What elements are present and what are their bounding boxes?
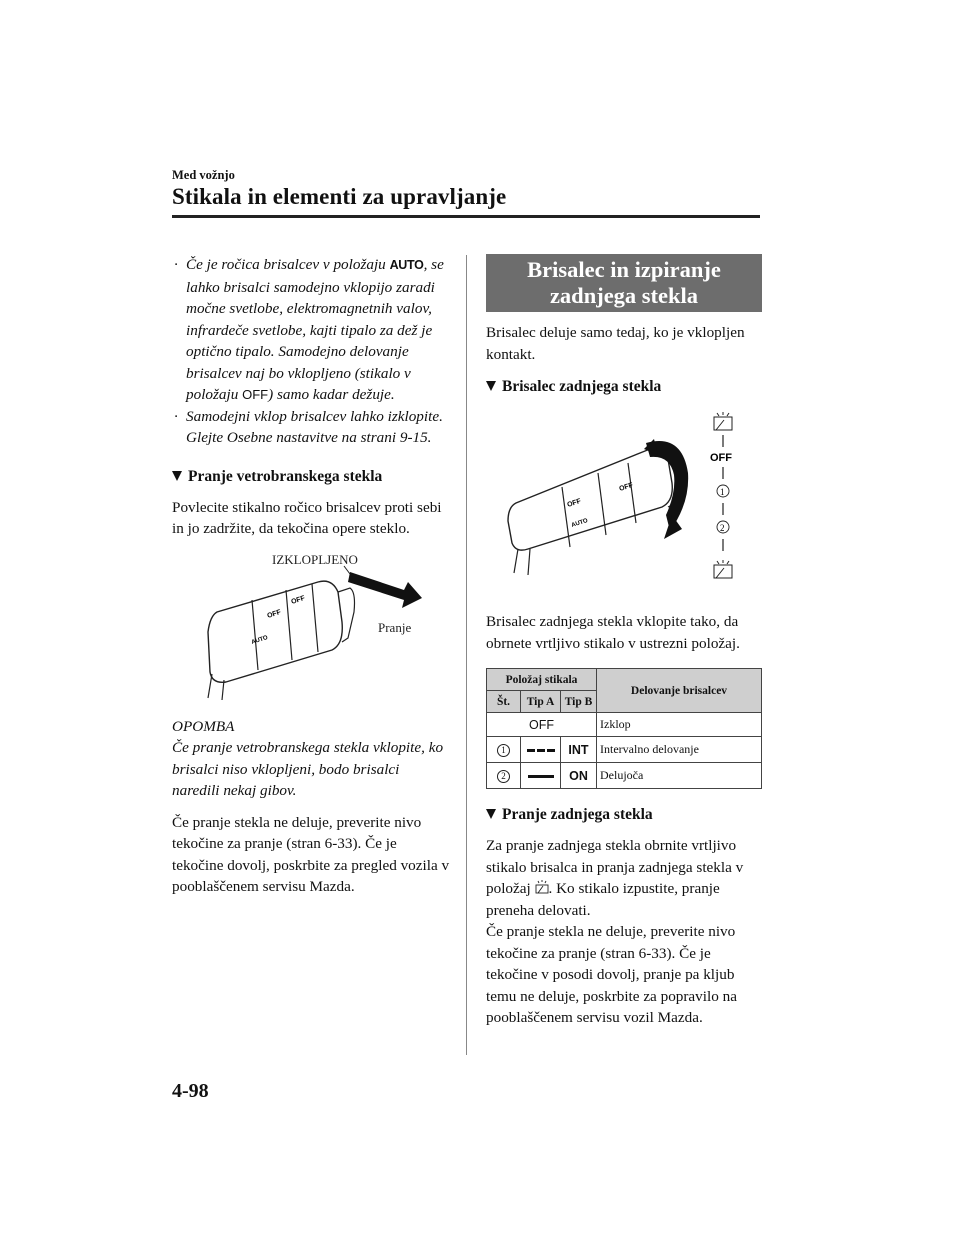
th-type-b: Tip B	[561, 691, 597, 713]
table-row	[487, 737, 762, 763]
note-text: Če pranje vetrobranskega stekla vklopite, ko brisalci niso vklopljeni, bodo brisalci naredili nekaj gibov.	[172, 739, 444, 799]
page-number: 4-98	[172, 1080, 209, 1102]
lever-off-marking-2: OFF	[618, 481, 634, 493]
lever-off-marking: OFF	[566, 497, 582, 509]
cell-number	[487, 737, 521, 763]
triangle-icon	[486, 381, 496, 391]
header-section-label: Med vožnjo	[172, 168, 235, 182]
lever-auto-marking: AUTO	[250, 634, 269, 646]
label-leader	[344, 566, 350, 574]
number-circle: 2	[497, 770, 510, 783]
para-ignition: Brisalec deluje samo tedaj, ko je vklopljen kontakt.	[486, 324, 745, 363]
triangle-icon	[486, 809, 496, 819]
cell-type-a	[521, 737, 561, 763]
note-title: OPOMBA	[172, 717, 235, 735]
page-title: Stikala in elementi za upravljanje	[172, 184, 507, 209]
header-rule	[172, 215, 760, 218]
position-off: OFF	[710, 452, 732, 464]
bullet2-a: Samodejni vklop brisalcev lahko izklopite.	[186, 407, 443, 425]
cell-type-a	[521, 763, 561, 789]
para-wash-check: Če pranje stekla ne deluje, preverite nivo tekočine za pranje (stran 6-33). Če je tekočine dovolj, poskrbite za pregled vozila v pooblaščenem servisu Mazda.	[172, 813, 450, 895]
table-row	[487, 713, 762, 737]
cell-number	[487, 763, 521, 789]
washer-symbol-icon	[716, 412, 729, 430]
para-rear-wash-a: Za pranje zadnjega stekla obrnite vrtljivo stikalo brisalca in pranja zadnjega stekla v položaj	[486, 837, 744, 897]
off-tag: OFF	[242, 387, 269, 402]
table-row	[487, 763, 762, 789]
figure-label-wash: Pranje	[378, 619, 412, 635]
washer-symbol-icon	[714, 417, 732, 430]
subhead-text: Pranje vetrobranskega stekla	[188, 467, 383, 485]
intermittent-symbol	[527, 749, 535, 752]
figure-label-off: IZKLOPLJENO	[272, 551, 358, 567]
lever-off-marking-2: OFF	[290, 594, 306, 606]
lever-stem	[514, 549, 518, 573]
intermittent-symbol	[547, 749, 555, 752]
lever-stem	[528, 549, 530, 575]
wiper-lever-illustration	[172, 552, 450, 702]
rear-wiper-figure	[486, 403, 762, 603]
th-number: Št.	[487, 691, 521, 713]
washer-icon	[535, 880, 549, 894]
subhead-rear-wash	[486, 805, 762, 825]
lever-body	[208, 581, 342, 682]
wash-lever-figure	[172, 552, 450, 702]
th-type-a: Tip A	[521, 691, 561, 713]
subhead-windshield-wash	[172, 467, 450, 487]
switch-position-table	[486, 668, 762, 789]
cell-type-b: INT	[561, 737, 597, 763]
lever-off-marking: OFF	[266, 608, 282, 620]
auto-tag: AUTO	[389, 258, 424, 272]
subhead-text: Pranje zadnjega stekla	[502, 806, 653, 823]
rotate-arrow-head	[664, 515, 682, 539]
position-indicator-column	[710, 412, 732, 578]
continuous-symbol	[528, 775, 554, 778]
bullet2-b: Glejte Osebne nastavitve na strani 9-15.	[186, 429, 432, 446]
cell-off: OFF	[487, 713, 597, 737]
number-circle: 1	[497, 744, 510, 757]
right-column	[486, 254, 762, 1029]
lever-auto-marking: AUTO	[570, 517, 589, 529]
cell-operation: Delujoča	[597, 763, 762, 789]
bullet1-pre: Če je ročica brisalcev v položaju	[186, 256, 386, 273]
para-rear-wash-b: . Ko stikalo izpustite, pranje preneha delovati.	[486, 880, 720, 919]
left-column	[172, 254, 450, 898]
para-rear-wiper: Brisalec zadnjega stekla vklopite tako, da obrnete vrtljivo stikalo v ustrezni položaj.	[486, 613, 740, 652]
table-header-row	[487, 669, 762, 691]
para-rear-wash	[486, 835, 762, 921]
position-1-number: 1	[720, 487, 725, 497]
bullet-dot: ·	[174, 407, 178, 425]
bullet-auto-note	[172, 254, 450, 406]
para-windshield-wash: Povlecite stikalno ročico brisalcev proti sebi in jo zadržite, da tekočina opere steklo.	[172, 498, 442, 537]
cell-type-b: ON	[561, 763, 597, 789]
lever-body	[508, 449, 672, 550]
column-divider	[466, 255, 467, 1055]
intermittent-symbol	[537, 749, 545, 752]
triangle-icon	[172, 471, 182, 481]
bullet1-end: ) samo kadar dežuje.	[268, 386, 395, 403]
th-position: Položaj stikala	[487, 669, 597, 691]
pull-arrow-icon	[348, 572, 422, 608]
lever-stem	[222, 680, 224, 700]
bullet1-post: , se lahko brisalci samodejno vklopijo zaradi močne svetlobe, elektromagnetnih valov, infrardeče svetlobe, kajti tipalo za dež je optično tipalo. Samodejno delovanje brisalcev naj bo vklopljeno (stikalo v položaju	[186, 256, 444, 403]
bullet-dot: ·	[174, 256, 178, 273]
para-rear-wash-check: Če pranje stekla ne deluje, preverite nivo tekočine za pranje (stran 6-33). Če je tekočine v posodi dovolj, pranje pa kljub temu ne deluje, poskrbite za popravilo na pooblaščenem servisu vozil Mazda.	[486, 923, 737, 1026]
position-2-number: 2	[720, 523, 725, 533]
subhead-text: Brisalec zadnjega stekla	[502, 378, 662, 395]
subhead-rear-wiper	[486, 377, 762, 397]
cell-operation: Intervalno delovanje	[597, 737, 762, 763]
rear-wiper-illustration	[486, 403, 762, 603]
bullet-disable-note	[172, 406, 450, 449]
section-title-box: Brisalec in izpiranje zadnjega stekla	[486, 254, 762, 312]
cell-operation: Izklop	[597, 713, 762, 737]
lever-stem	[208, 674, 212, 698]
washer-symbol-icon	[714, 565, 732, 578]
washer-symbol-icon	[716, 560, 729, 578]
th-operation: Delovanje brisalcev	[597, 669, 762, 713]
